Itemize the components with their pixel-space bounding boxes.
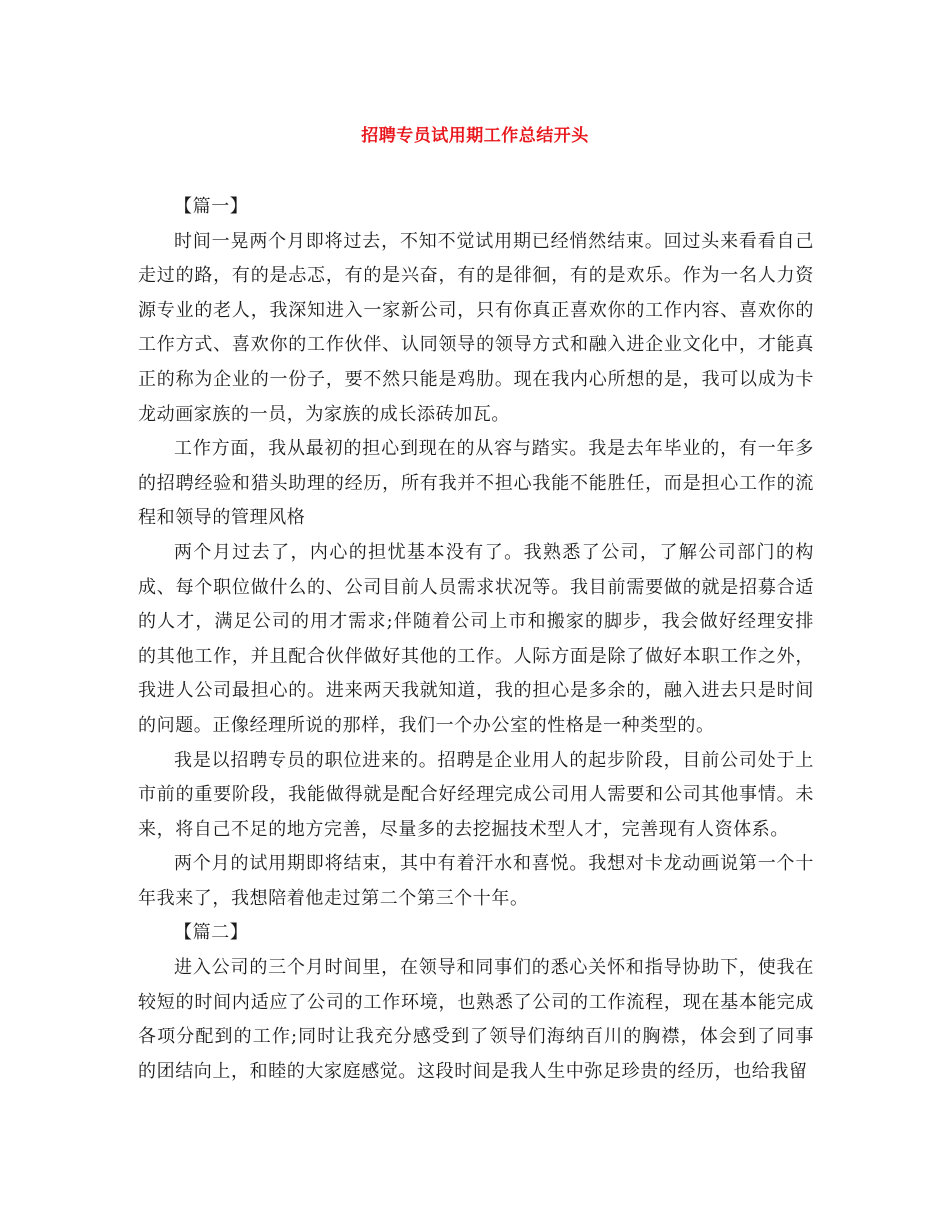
- document-title: 招聘专员试用期工作总结开头: [361, 126, 589, 146]
- paragraph: 我是以招聘专员的职位进来的。招聘是企业用人的起步阶段，目前公司处于上市前的重要阶段，我能做得就是配合好经理完成公司用人需要和公司其他事情。未来，将自己不足的地方完善，尽量多的去挖掘技术型人才，完善现有人资体系。: [138, 749, 814, 840]
- paragraph: 工作方面，我从最初的担心到现在的从容与踏实。我是去年毕业的，有一年多的招聘经验和猎头助理的经历，所有我并不担心我能不能胜任，而是担心工作的流程和领导的管理风格: [138, 438, 814, 529]
- section-label-2: 【篇二】: [174, 922, 249, 944]
- paragraph: 时间一晃两个月即将过去，不知不觉试用期已经悄然结束。回过头来看看自己走过的路，有的是忐忑，有的是兴奋，有的是徘徊，有的是欢乐。作为一名人力资源专业的老人，我深知进入一家新公司，只有你真正喜欢你的工作内容、喜欢你的工作方式、喜欢你的工作伙伴、认同领导的领导方式和融入进企业文化中，才能真正的称为企业的一份子，要不然只能是鸡肋。现在我内心所想的是，我可以成为卡龙动画家族的一员，为家族的成长添砖加瓦。: [138, 230, 814, 425]
- paragraph: 两个月过去了，内心的担忧基本没有了。我熟悉了公司，了解公司部门的构成、每个职位做什么的、公司目前人员需求状况等。我目前需要做的就是招募合适的人才，满足公司的用才需求;伴随着公司上市和搬家的脚步，我会做好经理安排的其他工作，并且配合伙伴做好其他的工作。人际方面是除了做好本职工作之外，我进人公司最担心的。进来两天我就知道，我的担心是多余的，融入进去只是时间的问题。正像经理所说的那样，我们一个办公室的性格是一种类型的。: [138, 541, 814, 736]
- paragraph: 两个月的试用期即将结束，其中有着汗水和喜悦。我想对卡龙动画说第一个十年我来了，我想陪着他走过第二个第三个十年。: [138, 853, 814, 909]
- section-label-1: 【篇一】: [174, 196, 249, 217]
- document-body: [138, 190, 814, 1089]
- paragraph: 进入公司的三个月时间里，在领导和同事们的悉心关怀和指导协助下，使我在较短的时间内适应了公司的工作环境，也熟悉了公司的工作流程，现在基本能完成各项分配到的工作;同时让我充分感受到了领导们海纳百川的胸襟，体会到了同事的团结向上，和睦的大家庭感觉。这段时间是我人生中弥足珍贵的经历，也给我留: [138, 957, 814, 1082]
